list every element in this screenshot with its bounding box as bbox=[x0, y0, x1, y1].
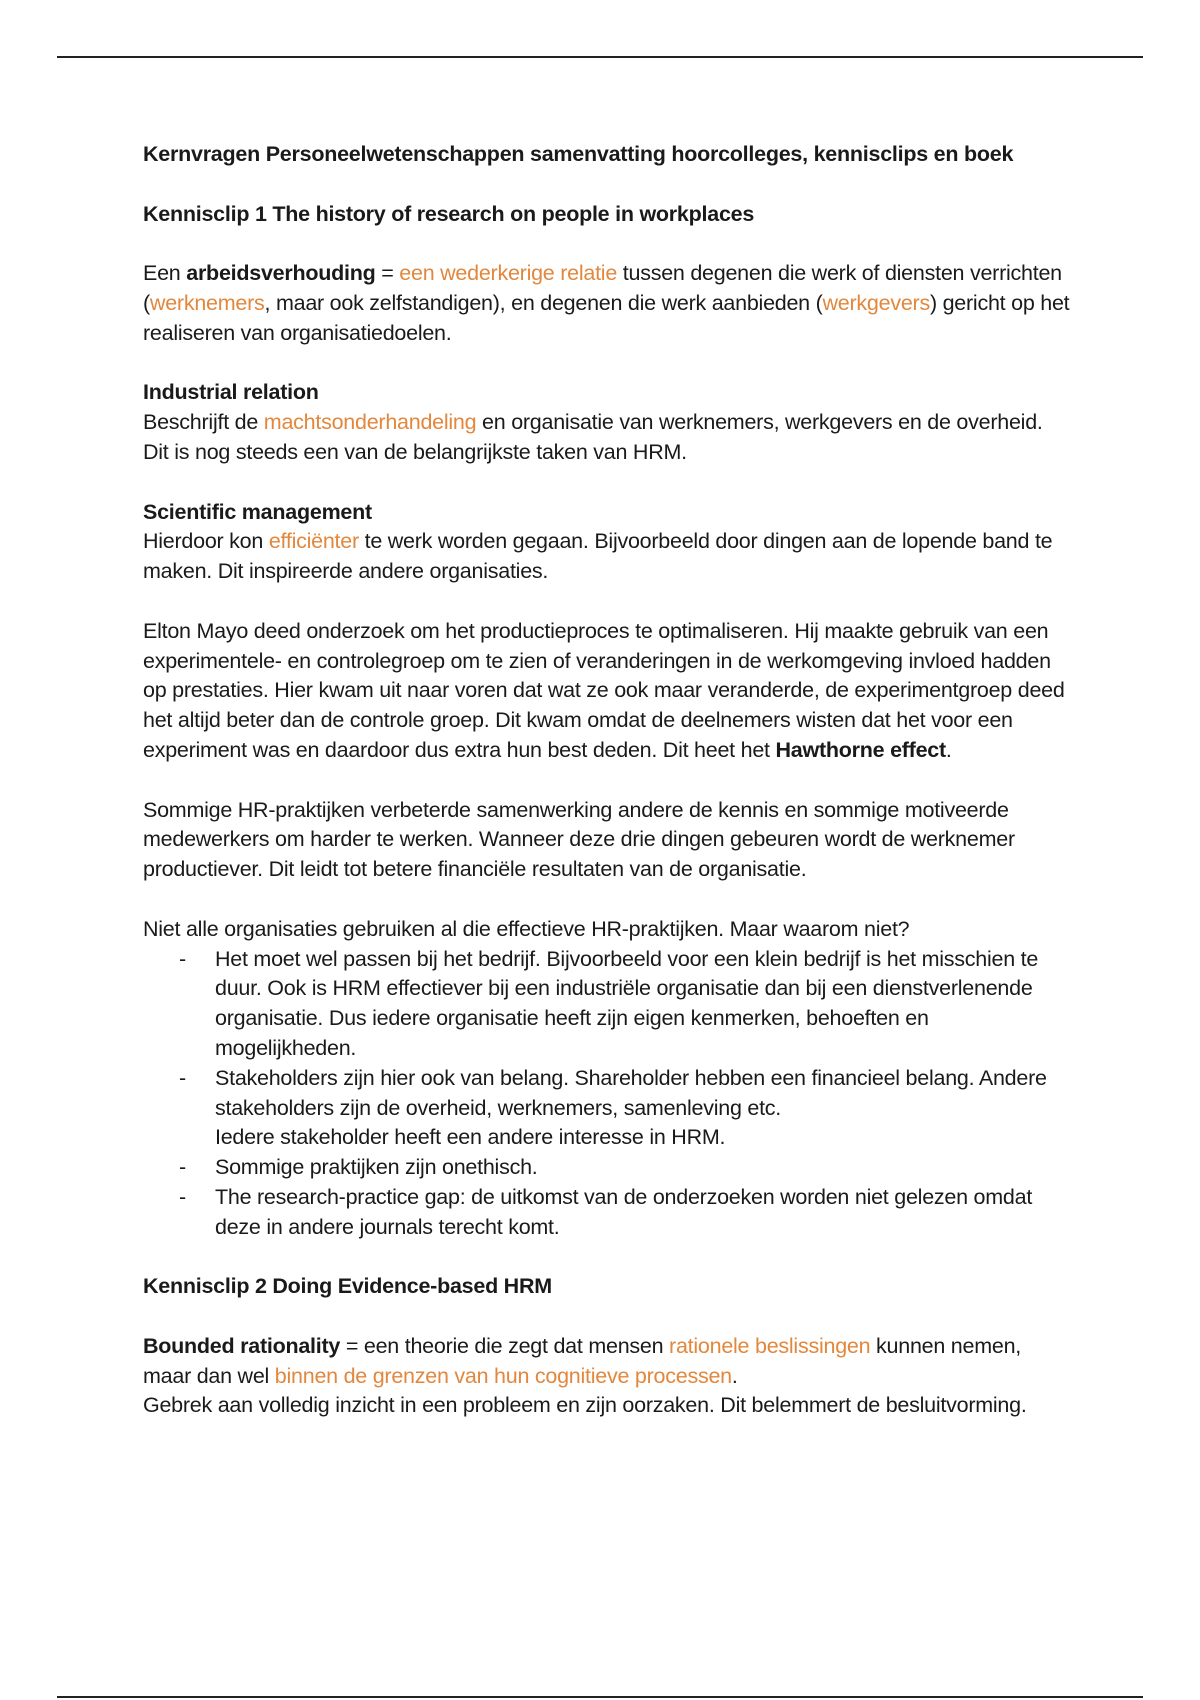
text-run: Hierdoor kon bbox=[143, 529, 269, 554]
section-heading-clip1: Kennisclip 1 The history of research on people in workplaces bbox=[143, 201, 755, 226]
definition-arbeidsverhouding bbox=[143, 259, 1073, 348]
text-run: en organisatie van werknemers, werkgevers en de overheid. Dit is nog steeds een van de belangrijkste taken van HRM. bbox=[143, 410, 1043, 464]
highlight-text: machtsonderhandeling bbox=[263, 410, 477, 435]
document-title: Kernvragen Personeelwetenschappen samenvatting hoorcolleges, kennisclips en boek bbox=[143, 142, 1014, 166]
text-run: Stakeholders zijn hier ook van belang. Shareholder hebben een financieel belang. Andere stakeholders zijn de overheid, werknemers, samenleving etc. bbox=[215, 1065, 1047, 1120]
section-heading-clip2: Kennisclip 2 Doing Evidence-based HRM bbox=[143, 1274, 552, 1299]
list-item: - Sommige praktijken zijn onethisch. bbox=[215, 1153, 1073, 1183]
bullet-list bbox=[143, 945, 1073, 1243]
highlight-text: efficiënter bbox=[268, 529, 359, 554]
highlight-text: een wederkerige relatie bbox=[399, 261, 618, 286]
subheading-industrial-relation: Industrial relation bbox=[143, 380, 319, 405]
text-run: ) gericht op het realiseren van organisatiedoelen. bbox=[143, 290, 1070, 345]
list-item: - The research-practice gap: de uitkomst van de onderzoeken worden niet gelezen omdat deze in andere journals terecht komt. bbox=[215, 1183, 1073, 1243]
text-run: tussen degenen die werk of diensten verrichten ( bbox=[143, 261, 1062, 315]
paragraph-hr-practices: Sommige HR-praktijken verbeterde samenwerking andere de kennis en sommige motiveerde medewerkers om harder te werken. Wanneer deze drie dingen gebeuren wordt de werknemer productiever. Dit leidt tot betere financiële resultaten van de organisatie. bbox=[143, 797, 1015, 882]
subheading-scientific-management: Scientific management bbox=[143, 499, 372, 524]
paragraph-elton-mayo bbox=[143, 617, 1073, 766]
list-item bbox=[215, 1064, 1073, 1153]
text-run: Iedere stakeholder heeft een andere interesse in HRM. bbox=[215, 1125, 726, 1150]
term-bold: Bounded rationality bbox=[143, 1333, 341, 1358]
text-run: Beschrijft de bbox=[143, 410, 264, 435]
text-run: . bbox=[731, 1363, 738, 1388]
text-run: = bbox=[375, 261, 400, 286]
list-item: - Het moet wel passen bij het bedrijf. Bijvoorbeeld voor een klein bedrijf is het misschien te duur. Ook is HRM effectiever bij een industriële organisatie dan bij een dienstverlenende organisatie. Dus iedere organisatie heeft zijn eigen kenmerken, behoeften en mogelijkheden. bbox=[215, 945, 1073, 1064]
term-bold: arbeidsverhouding bbox=[186, 261, 376, 286]
text-run: Elton Mayo deed onderzoek om het productieproces te optimaliseren. Hij maakte gebruik van een experimentele- en controlegroep om te zien of veranderingen in de werkomgeving invloed hadden op prestaties. Hier kwam uit naar voren dat wat ze ook maar veranderde, de experimentgroep deed het altijd beter dan de controle groep. Dit kwam omdat de deelnemers wisten dat het voor een experiment was en daardoor dus extra hun best deden. Dit heet het bbox=[143, 618, 1065, 762]
highlight-text: werknemers bbox=[149, 290, 265, 315]
text-run: te werk worden gegaan. Bijvoorbeeld door dingen aan de lopende band te maken. Dit inspireerde andere organisaties. bbox=[143, 529, 1053, 584]
document-body bbox=[143, 140, 1073, 1451]
text-run: = een theorie die zegt dat mensen bbox=[340, 1333, 670, 1358]
footer-rule bbox=[57, 1696, 1143, 1698]
text-run: , maar ook zelfstandigen), en degenen die werk aanbieden ( bbox=[264, 290, 823, 315]
paragraph-industrial-relation bbox=[143, 408, 1073, 468]
highlight-text: rationele beslissingen bbox=[669, 1333, 871, 1358]
paragraph-scientific-management bbox=[143, 527, 1073, 587]
highlight-text: werkgevers bbox=[822, 290, 930, 315]
text-run: Gebrek aan volledig inzicht in een probleem en zijn oorzaken. Dit belemmert de besluitvorming. bbox=[143, 1393, 1027, 1418]
paragraph-question: Niet alle organisaties gebruiken al die effectieve HR-praktijken. Maar waarom niet? bbox=[143, 916, 910, 941]
paragraph-bounded-rationality bbox=[143, 1332, 1073, 1421]
text-run: Een bbox=[143, 261, 187, 286]
text-run: kunnen nemen, maar dan wel bbox=[143, 1333, 1022, 1388]
header-rule bbox=[57, 56, 1143, 58]
term-bold: Hawthorne effect bbox=[775, 737, 946, 762]
text-run: . bbox=[945, 737, 952, 762]
highlight-text: binnen de grenzen van hun cognitieve processen bbox=[274, 1363, 732, 1388]
